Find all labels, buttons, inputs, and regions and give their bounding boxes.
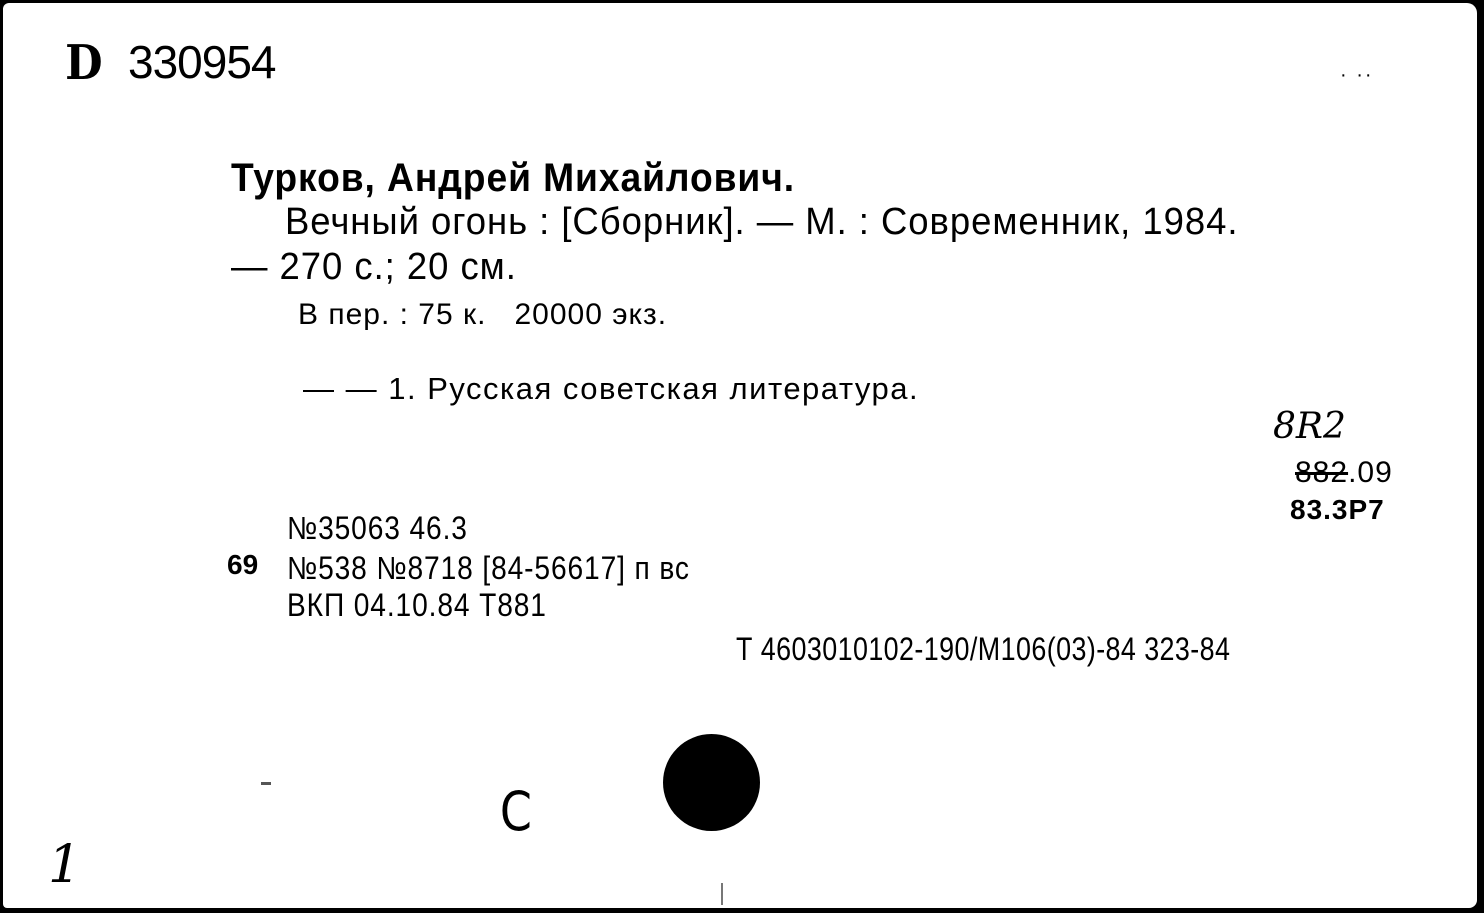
handwritten-class-code: 8R2 [1273,406,1346,447]
subject-line: — — 1. Русская советская литература. [303,371,920,406]
class-code-suffix: .09 [1348,456,1393,489]
record-line-3: ВКП 04.10.84 Т881 [287,587,547,623]
price-line: В пер. : 75 к. 20000 экз. [298,298,668,331]
dash-mark [261,782,271,785]
punch-hole [663,734,760,831]
record-line-2: №538 №8718 [84-56617] п вс [287,550,690,586]
record-line-1: №35063 46.3 [287,510,468,546]
catalog-code: Т 4603010102-190/М106(03)-84 323-84 [736,631,1231,667]
class-code-struck: 882 [1295,456,1349,489]
title-continuation: — 270 с.; 20 см. [231,246,517,288]
class-code-old [1295,458,1393,488]
scan-border-right [1477,0,1484,913]
header-number: 330954 [128,36,276,88]
class-code-new: 83.3Р7 [1290,494,1385,525]
title-line: Вечный огонь : [Сборник]. — М. : Современник, 1984. [285,201,1239,243]
corner-mark: · ·· [1340,64,1374,86]
author-name: Турков, Андрей Михайлович. [231,156,796,200]
tick-mark [721,883,723,905]
header-mark: D [65,35,103,91]
scan-border-bottom [0,908,1484,913]
record-lead-number: 69 [227,549,259,580]
handwritten-number: 1 [48,835,82,895]
catalog-card [3,3,1477,908]
stamp-letter: С [499,780,532,843]
